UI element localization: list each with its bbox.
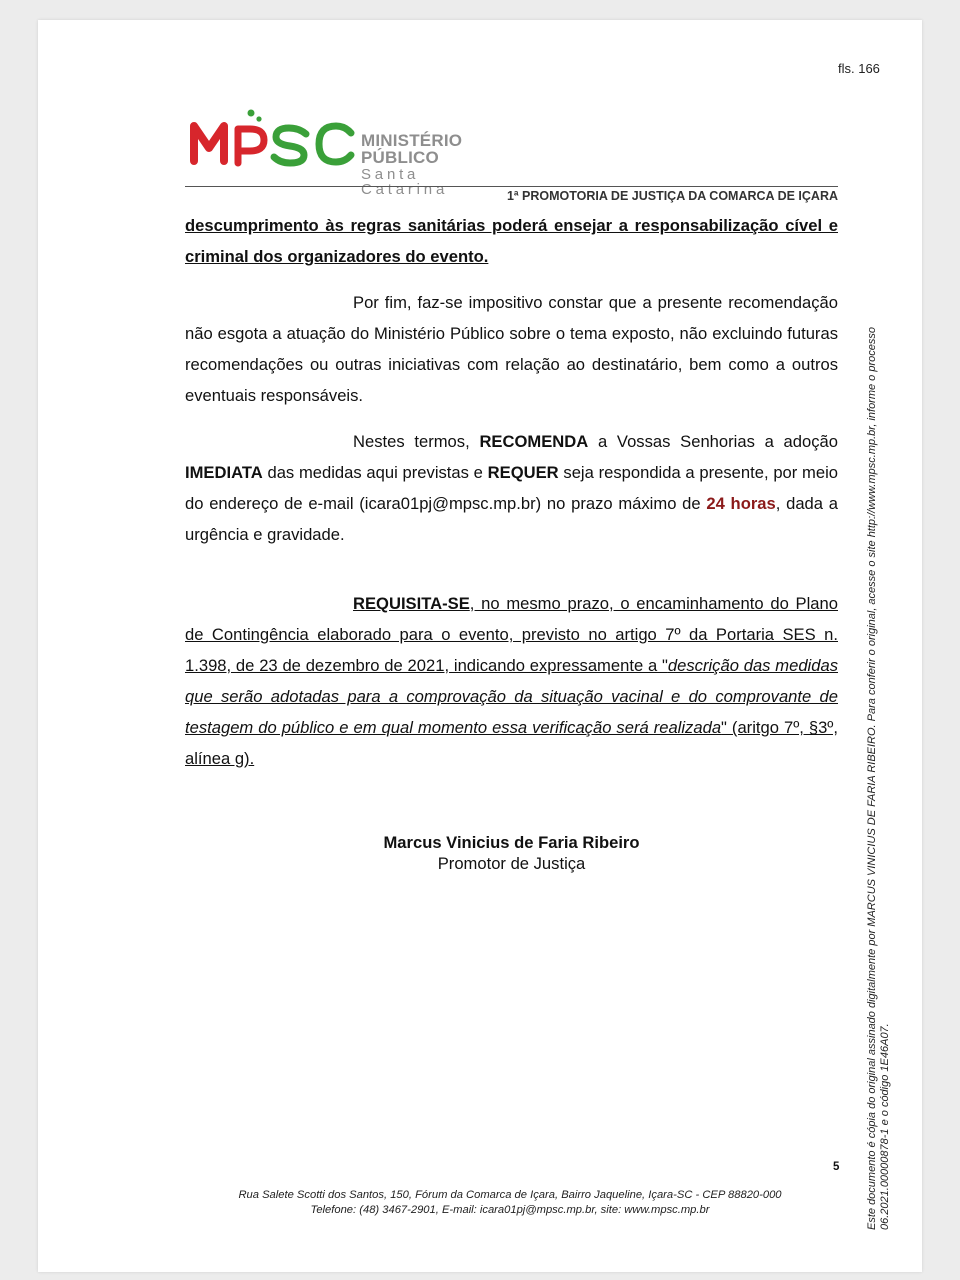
logo-line-2: Santa Catarina: [361, 166, 449, 198]
signature-block: [185, 832, 838, 874]
document-page: [38, 20, 922, 1272]
logo-line-1: MINISTÉRIO PÚBLICO: [361, 131, 463, 167]
p3-text-i: , dada a urgência e gravidade.: [185, 494, 838, 544]
p3-requer: REQUER: [487, 463, 559, 482]
paragraph-1: descumprimento às regras sanitárias poderá ensejar a responsabilização cível e criminal dos organizadores do evento.: [185, 216, 838, 266]
logo-text: [361, 132, 462, 197]
p3-deadline: 24 horas: [706, 494, 776, 513]
office-heading: 1ª PROMOTORIA DE JUSTIÇA DA COMARCA DE IÇARA: [506, 189, 838, 203]
p4-requisita: REQUISITA-SE: [353, 594, 470, 613]
signer-name: Marcus Vinicius de Faria Ribeiro: [383, 833, 640, 852]
side-note-line-1: Este documento é cópia do original assinado digitalmente por MARCUS VINICIUS DE FARIA RIBEIRO. Para conferir o original, acesse o site http://www.mpsc.mp.br, informe o processo: [866, 327, 878, 1230]
signer-title: Promotor de Justiça: [437, 854, 586, 873]
p3-text-c: a Vossas Senhorias a adoção: [588, 432, 838, 451]
p3-text-g: seja respondida a presente, por meio do endereço de e-mail (icara01pj@mpsc.mp.br) no prazo máximo de: [185, 463, 839, 513]
paragraph-3: [185, 426, 838, 550]
paragraph-2: Por fim, faz-se impositivo constar que a presente recomendação não esgota a atuação do Ministério Público sobre o tema exposto, não excluindo futuras recomendações ou outras iniciativas com relação ao destinatário, bem como a outros eventuais responsáveis.: [185, 293, 838, 405]
page-footer: [138, 1188, 882, 1218]
header-rule: [185, 186, 838, 187]
footer-address: Rua Salete Scotti dos Santos, 150, Fórum da Comarca de Içara, Bairro Jaqueline, Içara-SC - CEP 88820-000: [238, 1189, 782, 1201]
page-reference: fls. 166: [838, 61, 880, 76]
p4-text-d: " (aritgo 7º, §3º, alínea g).: [185, 718, 838, 768]
p3-text-e: das medidas aqui previstas e: [262, 463, 488, 482]
mpsc-wordmark-icon: [188, 102, 358, 172]
p3-recomenda: RECOMENDA: [479, 432, 589, 451]
footer-contact: Telefone: (48) 3467-2901, E-mail: icara01pj@mpsc.mp.br, site: www.mpsc.mp.br: [310, 1204, 710, 1216]
paragraph-4: [185, 588, 838, 774]
side-note-line-2: 06.2021.00000878-1 e o código 1E46A07.: [878, 1023, 891, 1230]
page-number: 5: [833, 1161, 840, 1173]
authenticity-side-note: [866, 240, 891, 1230]
document-body: [185, 210, 838, 774]
p4-text-b: , no mesmo prazo, o encaminhamento do Plano de Contingência elaborado para o evento, previsto no artigo 7º da Portaria SES n. 1.398, de 23 de dezembro de 2021, indicando expressamente a ": [185, 594, 838, 675]
p4-quote: descrição das medidas que serão adotadas para a comprovação da situação vacinal e do comprovante de testagem do público e em qual momento essa verificação será realizada: [185, 656, 838, 737]
p3-text-a: Nestes termos,: [353, 432, 480, 451]
p3-imediata: IMEDIATA: [185, 463, 263, 482]
